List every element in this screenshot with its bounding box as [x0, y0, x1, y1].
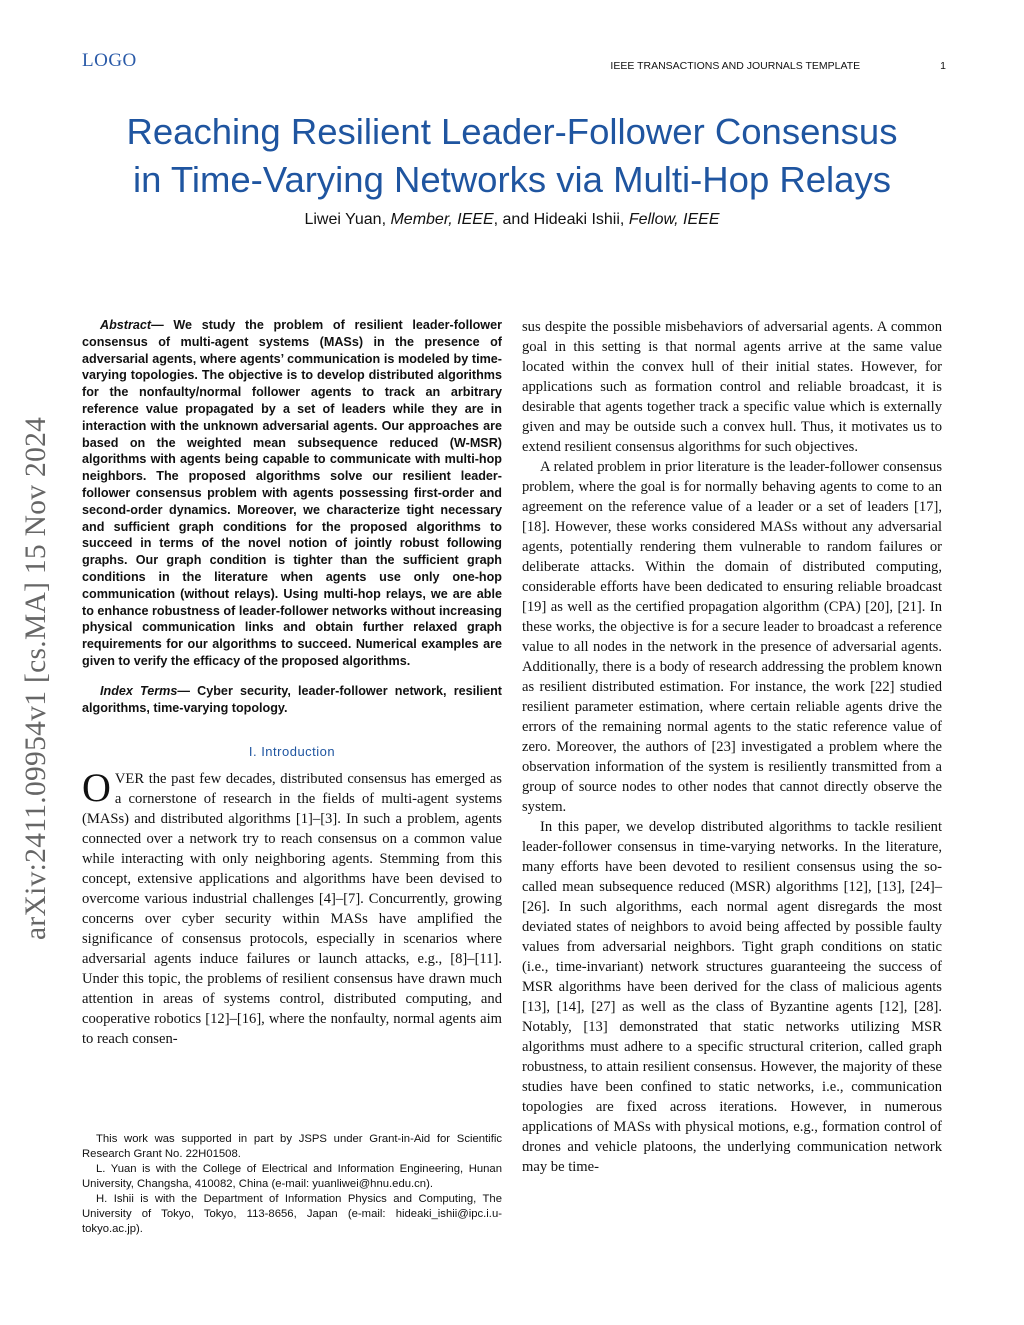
- author-line: [0, 211, 1024, 229]
- author-2-role: Fellow, IEEE: [628, 211, 720, 228]
- right-paragraph-3: In this paper, we develop distributed algorithms to tackle resilient leader-follower consensus in time-varying networks. In the literature, many efforts have been devoted to resilient consensus using the so-called mean subsequence reduced (MSR) algorithms [12], [13], [24]–[26]. In such algorithms, each normal agent disregards the most deviated states of neighbors to avoid being affected by possible faulty values from adversarial neighbors. Tight graph conditions on static (i.e., time-invariant) network structures guaranteeing the success of MSR algorithms have been derived for the class of malicious agents [13], [14], [27] as well as the class of Byzantine agents [12], [28]. Notably, [13] demonstrated that static networks utilizing MSR algorithms must adhere to a specific structural criterion, called graph robustness, to attain resilient consensus. However, the majority of these studies have been confined to static networks, i.e., communication topologies are fixed across iterations. However, in numerous applications of MASs with physical motions, e.g., formation control of drones and vehicle platoons, the underlying communication network may be time-: [522, 819, 942, 1175]
- index-terms-label: Index Terms: [100, 683, 178, 698]
- intro-paragraph-1: [82, 765, 502, 1049]
- author-joiner: , and Hideaki Ishii,: [493, 211, 629, 228]
- right-column: [522, 317, 942, 1177]
- left-column: [82, 317, 502, 1049]
- footnote-author-1: L. Yuan is with the College of Electrical and Information Engineering, Hunan University, Changsha, 410082, China (e-mail: yuanliwei@hnu.edu.cn).: [82, 1163, 502, 1190]
- right-paragraph-1: sus despite the possible misbehaviors of adversarial agents. A common goal in this setting is that normal agents arrive at the same value located within the convex hull of their initial states. However, for applications such as formation control and reliable broadcast, it is desirable that agents together track a specific value which is externally given and may be outside such a convex hull. Thus, it motivates us to extend resilient consensus algorithms for such objectives.: [522, 319, 942, 455]
- abstract-text: — We study the problem of resilient leader-follower consensus of multi-agent systems (MASs) in the presence of adversarial agents, where agents’ communication is modeled by time-varying topologies. The objective is to develop distributed algorithms for the nonfaulty/normal follower agents to track an arbitrary reference value propagated by a set of leaders while they are in interaction with the unknown adversarial agents. Our approaches are based on the weighted mean subsequence reduced (W-MSR) algorithms with agents being capable to communicate with multi-hop neighbors. The proposed algorithms solve our resilient leader-follower consensus problem with agents possessing first-order and second-order dynamics. Moreover, we characterize tight necessary and sufficient graph conditions for the proposed algorithms to succeed in terms of the novel notion of jointly robust following graphs. Our graph condition is tighter than the sufficient graph conditions in the literature when agents use only one-hop communication (without relays). Using multi-hop relays, we are able to enhance robustness of leader-follower networks without increasing physical communication links and obtain further relaxed graph requirements for our algorithms to succeed. Numerical examples are given to verify the efficacy of the proposed algorithms.: [82, 318, 502, 668]
- footnote-funding: This work was supported in part by JSPS under Grant-in-Aid for Scientific Research Grant No. 22H01508.: [82, 1133, 502, 1160]
- drop-cap: O: [82, 765, 111, 811]
- abstract: [82, 317, 502, 670]
- paper-title: [0, 108, 1024, 204]
- intro-paragraph-1-text: VER the past few decades, distributed consensus has emerged as a cornerstone of research in the fields of multi-agent systems (MASs) and distributed algorithms [1]–[3]. In such a problem, agents connected over a network try to reach consensus on a common value while interacting with only neighboring agents. Stemming from this concept, extensive applications and algorithms have been devised to overcome various industrial challenges [4]–[7]. Concurrently, growing concerns over cyber security within MASs have amplified the significance of consensus protocols, especially in scenarios where adversarial agents induce failures or launch attacks, e.g., [8]–[11]. Under this topic, the problems of resilient consensus have drawn much attention in areas of systems control, distributed computing, and cooperative robotics [12]–[16], where the nonfaulty, normal agents aim to reach consen-: [82, 771, 502, 1048]
- footnotes: [82, 1132, 502, 1237]
- author-1-role: Member, IEEE: [390, 211, 494, 228]
- arxiv-stamp: arXiv:2411.09954v1 [cs.MA] 15 Nov 2024: [20, 416, 52, 940]
- page-number: 1: [940, 60, 946, 72]
- footnote-author-2: H. Ishii is with the Department of Information Physics and Computing, The University of Tokyo, Tokyo, 113-8656, Japan (e-mail: hideaki_ishii@ipc.i.u-tokyo.ac.jp).: [82, 1193, 502, 1235]
- journal-name: IEEE TRANSACTIONS AND JOURNALS TEMPLATE: [610, 60, 861, 72]
- running-header: [610, 60, 946, 72]
- title-line-1: Reaching Resilient Leader-Follower Consensus: [126, 111, 898, 152]
- section-heading-introduction: I. Introduction: [248, 744, 336, 760]
- abstract-label: Abstract: [100, 318, 152, 332]
- right-paragraph-2: A related problem in prior literature is the leader-follower consensus problem, where the goal is for normally behaving agents to come to an agreement on the reference value of a leader or a set of leaders [17], [18]. However, these works considered MASs without any adversarial agents, potentially rendering them vulnerable to random failures or deliberate attacks. Within the domain of distributed computing, considerable efforts have been dedicated to ensuring reliable broadcast [19] as well as the certified propagation algorithm (CPA) [20], [21]. In these works, the objective is for a secure leader to broadcast a reference value to all nodes in the network in the presence of adversarial agents. Additionally, there is a body of research addressing the problem known as resilient distributed estimation. For instance, the work [22] studied resilient parameter estimation, where certain reliable agents drive the errors of the remaining normal agents to the static reference value of zero. Moreover, the authors of [23] investigated a problem where the observation information of the system is resiliently transmitted from a group of source nodes to other nodes that cannot directly observe the system.: [522, 459, 942, 815]
- journal-logo: LOGO: [82, 50, 137, 71]
- index-terms-text: — Cyber security, leader-follower network, resilient algorithms, time-varying topology.: [82, 683, 502, 715]
- index-terms: [82, 683, 502, 717]
- title-line-2: in Time-Varying Networks via Multi-Hop Relays: [133, 159, 891, 200]
- author-1: Liwei Yuan,: [304, 211, 391, 228]
